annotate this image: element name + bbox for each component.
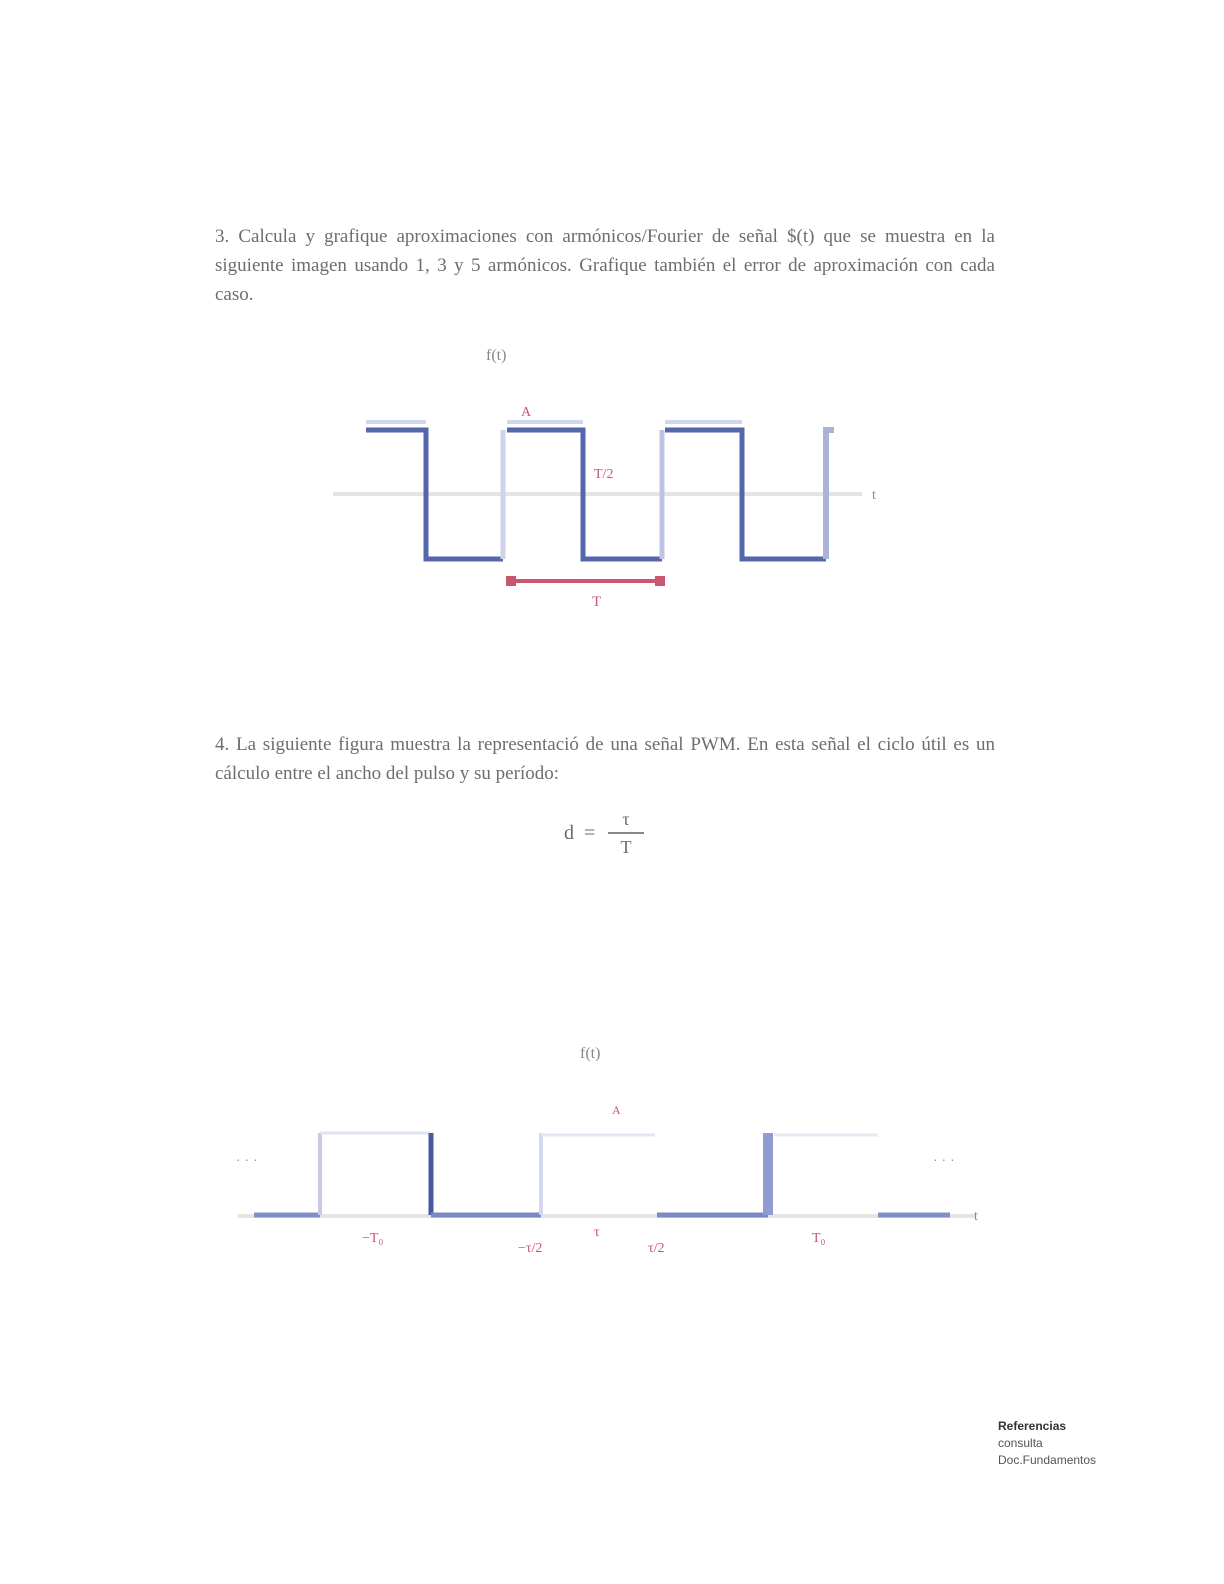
references-line-2: consulta: [998, 1436, 1043, 1450]
square-wave-figure: [0, 330, 1224, 630]
pwm-trace: [254, 1133, 950, 1215]
fig2-amp-label: A: [612, 1103, 621, 1117]
exercise-4-statement: 4. La siguiente figura muestra la representació de una señal PWM. En esta señal el ciclo útil es un cálculo entre el ancho del pulso y su período:: [215, 734, 995, 784]
formula-numerator: τ: [622, 809, 630, 829]
pwm-figure: [0, 1030, 1224, 1280]
fig1-t-label: t: [872, 488, 876, 503]
references-block: [998, 1418, 1096, 1469]
fig2-dots-left: · · ·: [236, 1151, 258, 1167]
fig1-period-label: T: [592, 594, 602, 610]
formula-equals: =: [584, 822, 596, 844]
fig1-half-period-label: T/2: [594, 467, 614, 482]
formula-lhs: d: [564, 822, 574, 844]
fig2-t-label: t: [974, 1209, 978, 1224]
square-wave-trace: [366, 422, 834, 559]
fig2-y-label: f(t): [580, 1045, 601, 1062]
fig1-y-label: f(t): [486, 347, 507, 364]
references-title: Referencias: [998, 1419, 1067, 1433]
fig2-label-tau: τ: [594, 1225, 600, 1240]
fig2-label-half-tau: τ/2: [648, 1241, 665, 1256]
fig2-label-T0: T₀: [812, 1231, 826, 1246]
formula-fraction: [608, 808, 644, 858]
fig2-dots-right: · · ·: [933, 1151, 955, 1167]
formula-denominator: T: [620, 837, 632, 857]
fig2-label-neg-T0: −T₀: [362, 1231, 384, 1246]
duty-cycle-formula: [560, 808, 660, 868]
exercise-3-statement: 3. Calcula y grafique aproximaciones con armónicos/Fourier de señal $(t) que se muestra en la siguiente imagen usando 1, 3 y 5 armónicos. Grafique también el error de aproximación con cada caso.: [215, 226, 995, 305]
formula-bar: [608, 832, 644, 834]
fig1-amplitude-label: A: [521, 405, 532, 420]
fig2-label-neg-half-tau: −τ/2: [518, 1241, 543, 1256]
references-line-3: Doc.Fundamentos: [998, 1453, 1097, 1467]
fig1-period-arrow-right: [655, 576, 665, 586]
fig1-period-arrow-left: [506, 576, 516, 586]
